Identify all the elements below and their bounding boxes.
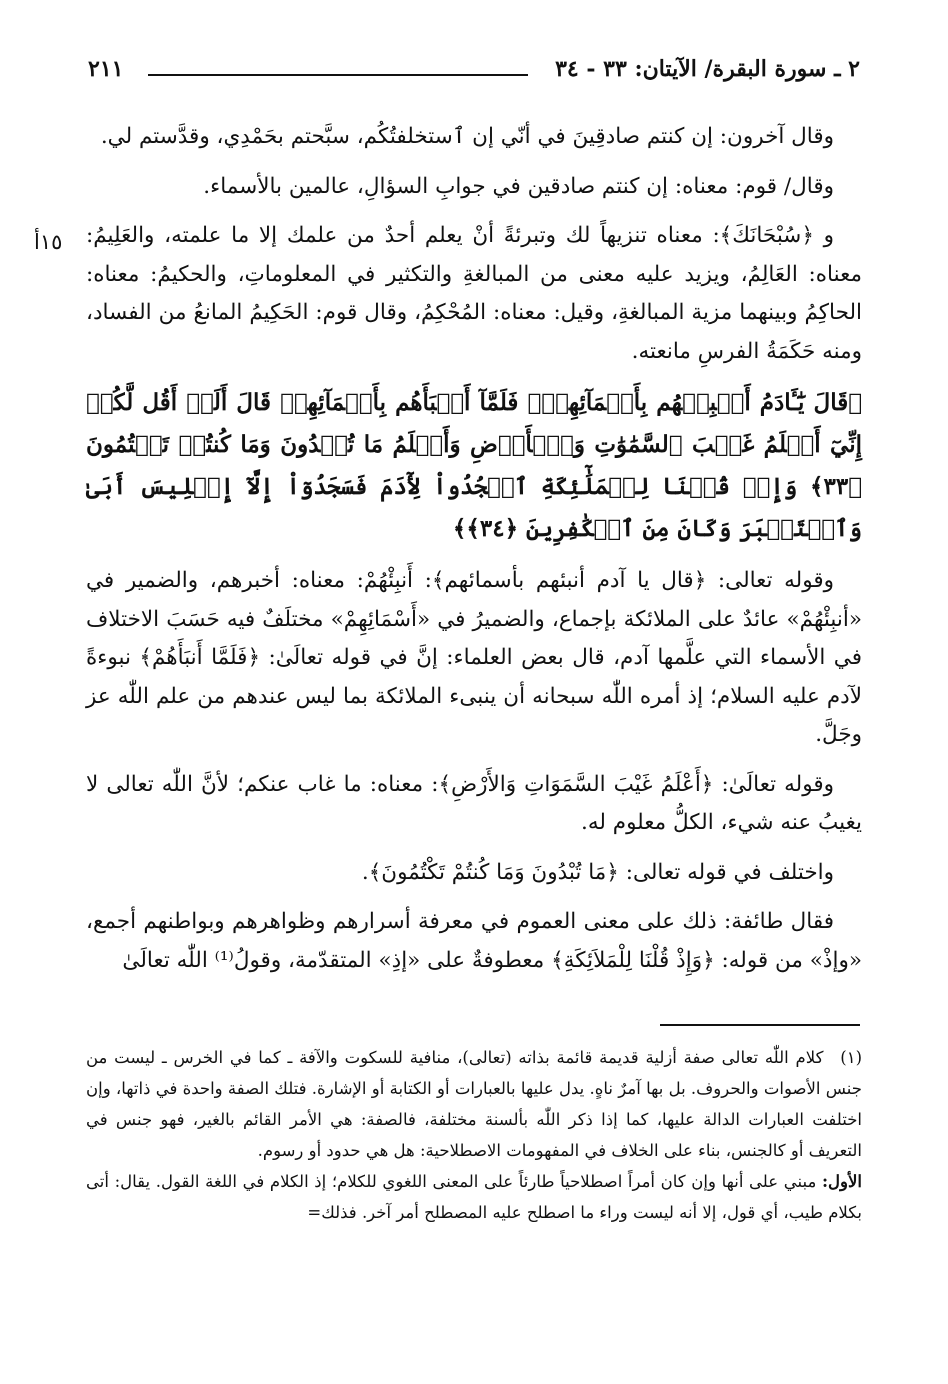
paragraph: وقال آخرون: إن كنتم صادقِينَ في أنّي إن ٱستخلفتُكُم، سبَّحتم بحَمْدِي، وقدَّستم لي. [100, 124, 834, 149]
page-number: ٢١١ [88, 56, 124, 82]
main-text [86, 118, 862, 991]
header-rule [148, 74, 528, 76]
footnote-rest-text: مبني على أنها وإن كان أمراً اصطلاحياً طارئاً على المعنى اللغوي للكلام؛ إذ الكلام في اللغة القول. يقال: أتى بكلام طيب، أي قول، إلا أنه ليست وراء ما اصطلح عليه المصطلح أمر آخر. فذلك= [86, 1172, 862, 1222]
footnotes [86, 1042, 862, 1228]
footnote-continuation [86, 1166, 862, 1228]
footnote-1 [86, 1042, 862, 1166]
paragraph: فقال طائفة: ذلك على معنى العموم في معرفة أسرارهم وظواهرهم وبواطنهم أجمع، «وإذْ» من قوله: ﴿وَإِذْ قُلْنَا لِلْمَلاَئِكَةِ﴾ معطوفةٌ على «إذِ» المتقدّمة، وقولُ⁽¹⁾ اللّٰه تعالَىٰ [86, 909, 862, 973]
footnote-lead-word: الأول: [821, 1172, 862, 1191]
running-title: ٢ ـ سورة البقرة/ الآيتان: ٣٣ - ٣٤ [555, 56, 860, 82]
footnote-rule [660, 1024, 860, 1026]
paragraph: وقوله تعالى: ﴿قال يا آدم أنبئهم بأسمائهم﴾: أَنبِئْهُمْ: معناه: أخبرهم، والضمير في «أنبِئْهُمْ» عائدٌ على الملائكة بإجماع، والضميرُ في «أَسْمَائِهِمْ» مختلَفٌ فيه حَسَبَ الاختلاف في الأسماء التي علَّمها آدم، قال بعض العلماء: إنَّ في قوله تعالَىٰ: ﴿فَلَمَّا أَنبَأَهُمْ﴾ نبوءةً لآدم عليه السلام؛ إذ أمره اللّٰه سبحانه أن ينبىء الملائكة بما ليس عندهم من علم اللّٰه عز وجَلَّ. [86, 568, 862, 747]
paragraph: وقال/ قوم: معناه: إن كنتم صادقين في جوابِ السؤالِ، عالمين بالأسماء. [203, 173, 834, 199]
paragraph: و ﴿سُبْحَانَكَ﴾: معناه تنزيهاً لك وتبرئةً أنْ يعلم أحدٌ من علمك إلا ما علمته، والعَلِيمُ: معناه: العَالِمُ، ويزيد عليه معنى من المبالغةِ والتكثير في المعلوماتِ، والحكيمُ: معناه: الحاكِمُ وبينهما مزية المبالغةِ، وقيل: معناه: المُحْكِمُ، وقال قوم: الحَكِيمُ المانعُ من الفساد، ومنه حَكَمَةُ الفرسِ مانعته. [86, 223, 862, 364]
footnote-marker: (١) [840, 1048, 862, 1067]
paragraph: وقوله تعالَىٰ: ﴿أَعْلَمُ غَيْبَ السَّمَوَاتِ وَالأَرْضِ﴾: معناه: ما غاب عنكم؛ لأنَّ اللّٰه تعالى لا يغيبُ عنه شيء، الكلُّ معلوم له. [86, 771, 862, 835]
quran-verse-block: ﴿قَالَ يَٰٓـَٔادَمُ أَنۢبِئۡهُم بِأَسۡمَآئِهِمۡۖ فَلَمَّآ أَنۢبَأَهُم بِأَسۡمَآئِهِمۡ قَالَ أَلَمۡ أَقُل لَّكُمۡ إِنِّيٓ أَعۡلَمُ غَيۡبَ ٱلسَّمَٰوَٰتِ وَٱلۡأَرۡضِ وَأَعۡلَمُ مَا تُبۡدُونَ وَمَا كُنتُمۡ تَكۡتُمُونَ ﴿٣٣﴾ وَإِذۡ قُلۡنَا لِلۡمَلَٰٓئِكَةِ ٱسۡجُدُواْ لِأٓدَمَ فَسَجَدُوٓاْ إِلَّآ إِبۡلِيسَ أَبَىٰ وَٱسۡتَكۡبَرَ وَكَانَ مِنَ ٱلۡكَٰفِرِينَ ﴿٣٤﴾﴾ [86, 389, 862, 542]
paragraph: واختلف في قوله تعالى: ﴿مَا تُبْدُونَ وَمَا كُنتُمْ تَكْتُمُونَ﴾. [361, 859, 834, 885]
running-header [88, 56, 860, 92]
margin-folio-note: ١٥أ [34, 230, 63, 254]
footnote-text: كلام اللّٰه تعالى صفة أزلية قديمة قائمة بذاته (تعالى)، منافية للسكوت والآفة ـ كما في الخرس ـ ليست من جنس الأصوات والحروف. بل بها آمرٌ ناهٍ. يدل عليها بالعبارات أو الكتابة أو الإشارة. فتلك الصفة واحدة في ذاتها، وإن اختلفت العبارات الدالة عليها، كما إذا ذكر اللّٰه بألسنة مختلفة، فالصفة: هي الأمر القائم بالغير، فهو جنس في التعريف أو كالجنس، بناء على الخلاف في المفهومات الاصطلاحية: هل هي حدود أو رسوم. [86, 1048, 862, 1160]
